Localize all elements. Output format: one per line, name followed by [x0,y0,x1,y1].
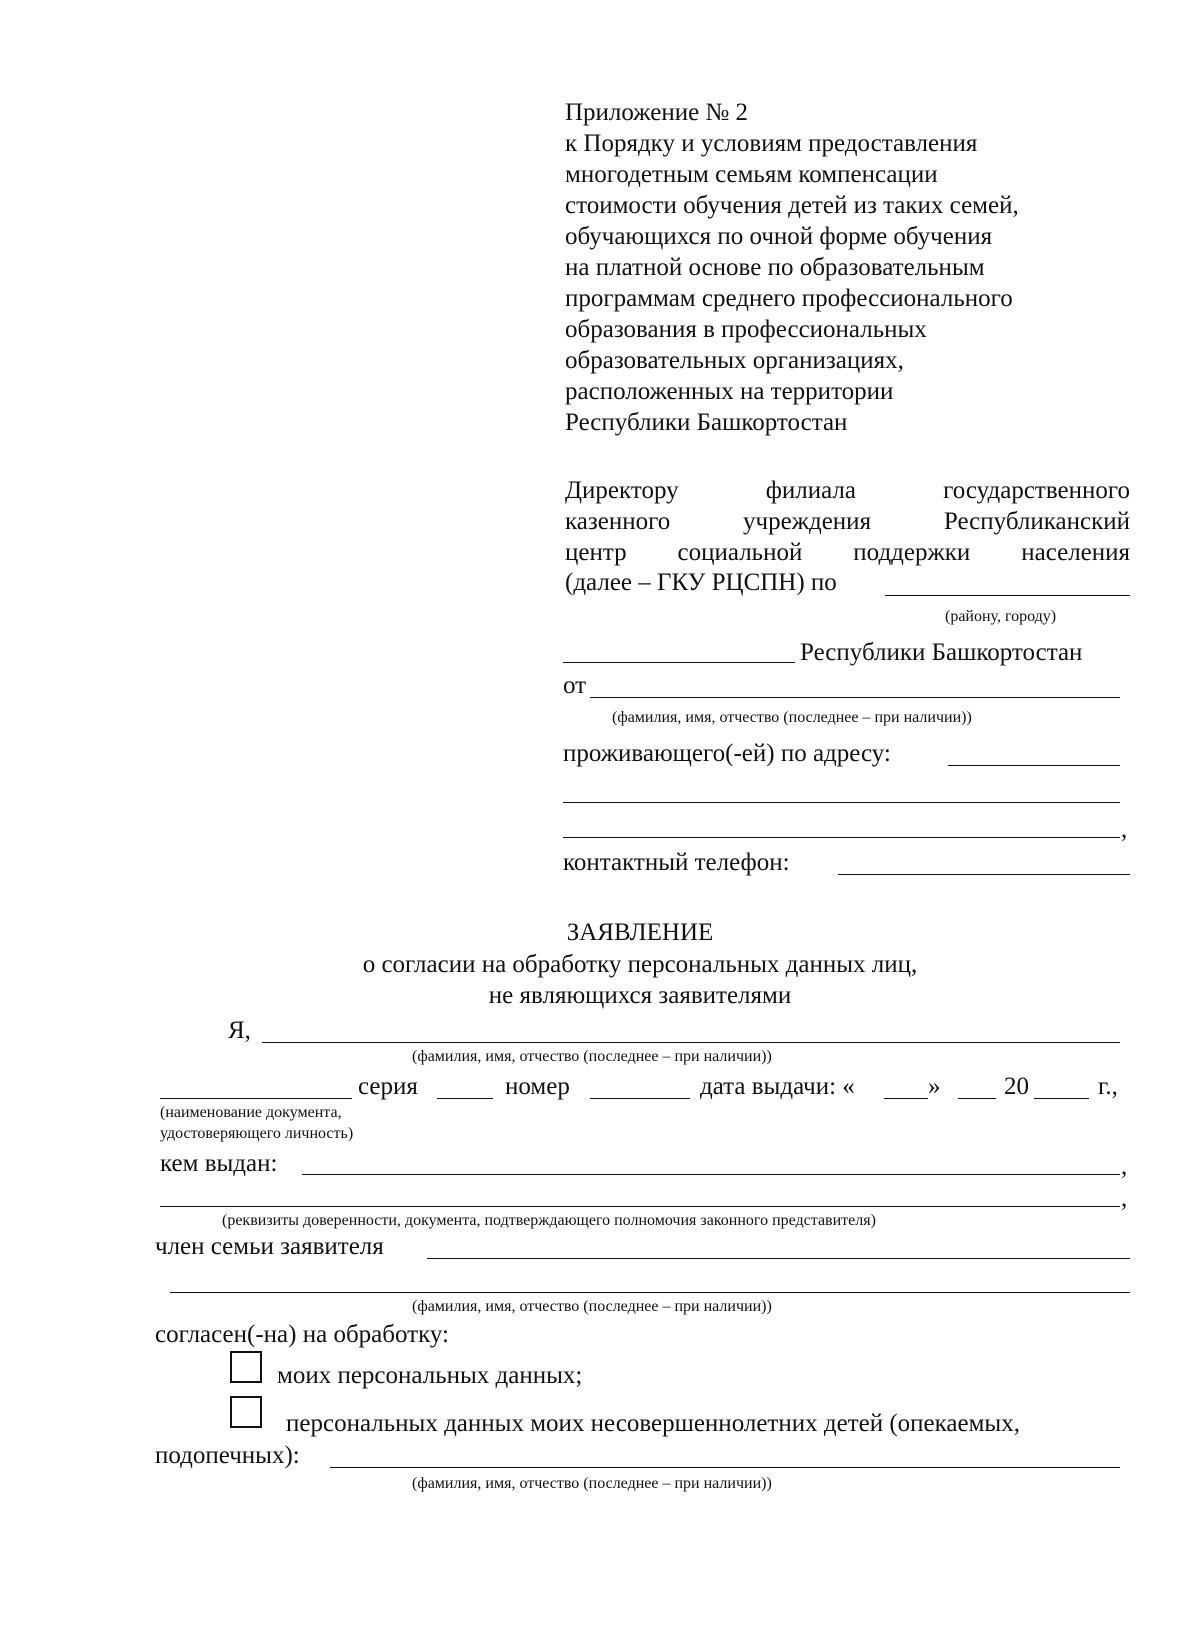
issue-date-label: дата выдачи: « [700,1073,855,1100]
phone-field[interactable] [838,874,1130,875]
appendix-line: стоимости обучения детей из таких семей, [565,192,1019,219]
quote-close: » [928,1073,941,1100]
power-of-attorney-hint: (реквизиты доверенности, документа, подтверждающего полномочия законного представителя) [222,1212,876,1229]
family-member-field-2[interactable] [170,1292,1130,1293]
district-name-field[interactable] [563,662,795,663]
address-field-3[interactable] [563,837,1120,838]
own-data-checkbox[interactable] [230,1351,262,1383]
appendix-line: расположенных на территории [565,378,894,405]
from-fio-hint: (фамилия, имя, отчество (последнее – при наличии)) [612,709,972,726]
appendix-line: программам среднего профессионального [565,285,1013,312]
statement-subtitle-1: о согласии на обработку персональных данных лиц, [362,951,918,978]
applicant-fio-field[interactable] [262,1042,1120,1043]
issued-by-comma: , [1121,1153,1128,1180]
appendix-line: образования в профессиональных [565,316,927,343]
appendix-line: на платной основе по образовательным [565,254,985,281]
from-label: от [563,672,587,699]
consent-label: согласен(-на) на обработку: [155,1321,449,1348]
addressee-line-4: (далее – ГКУ РЦСПН) по [565,569,837,596]
statement-subtitle-2: не являющихся заявителями [488,982,792,1009]
district-field[interactable] [885,595,1130,596]
number-field[interactable] [590,1098,690,1099]
issued-by-field-2[interactable] [160,1206,1120,1207]
family-member-label: член семьи заявителя [155,1233,384,1260]
wards-label: подопечных): [155,1442,300,1469]
year-prefix: 20 [1004,1073,1029,1100]
address-field-1[interactable] [948,765,1120,766]
document-hint-2: удостоверяющего личность) [160,1125,354,1142]
issued-by-field[interactable] [302,1174,1120,1175]
applicant-fio-hint: (фамилия, имя, отчество (последнее – при наличии)) [412,1048,772,1065]
appendix-line: обучающихся по очной форме обучения [565,223,993,250]
appendix-line: Республики Башкортостан [565,409,848,436]
addressee-line-1: Директору филиала государственного [565,477,1131,504]
phone-label: контактный телефон: [563,849,790,876]
republic-label: Республики Башкортостан [800,639,1083,666]
family-member-hint: (фамилия, имя, отчество (последнее – при наличии)) [412,1298,772,1315]
addressee-line-2: казенного учреждения Республиканский [565,508,1131,535]
children-data-checkbox[interactable] [230,1396,262,1428]
series-field[interactable] [437,1098,493,1099]
appendix-line: образовательных организациях, [565,347,904,374]
wards-fio-hint: (фамилия, имя, отчество (последнее – при наличии)) [412,1475,772,1492]
district-hint: (району, городу) [945,608,1057,625]
issued-by-comma-2: , [1121,1185,1128,1212]
i-label: Я, [228,1017,251,1044]
number-label: номер [505,1073,570,1100]
document-name-field[interactable] [160,1098,352,1099]
year-suffix: г., [1098,1073,1118,1100]
own-data-label: моих персональных данных; [277,1362,583,1389]
appendix-line: к Порядку и условиям предоставления [565,130,978,157]
children-data-label: персональных данных моих несовершеннолетних детей (опекаемых, [286,1410,1020,1437]
issue-day-field[interactable] [884,1098,928,1099]
wards-fio-field[interactable] [330,1467,1120,1468]
statement-title: ЗАЯВЛЕНИЕ [566,919,714,946]
appendix-title: Приложение № 2 [565,99,749,126]
document-hint-1: (наименование документа, [160,1104,342,1121]
family-member-field[interactable] [427,1258,1130,1259]
address-comma: , [1121,816,1128,843]
issue-year-field[interactable] [1034,1098,1089,1099]
address-label: проживающего(-ей) по адресу: [563,740,891,767]
appendix-line: многодетным семьям компенсации [565,161,938,188]
addressee-line-3: центр социальной поддержки населения [565,539,1131,566]
issue-month-field[interactable] [958,1098,996,1099]
issued-by-label: кем выдан: [160,1150,278,1177]
series-label: серия [358,1073,418,1100]
from-fio-field[interactable] [590,697,1120,698]
address-field-2[interactable] [563,802,1120,803]
